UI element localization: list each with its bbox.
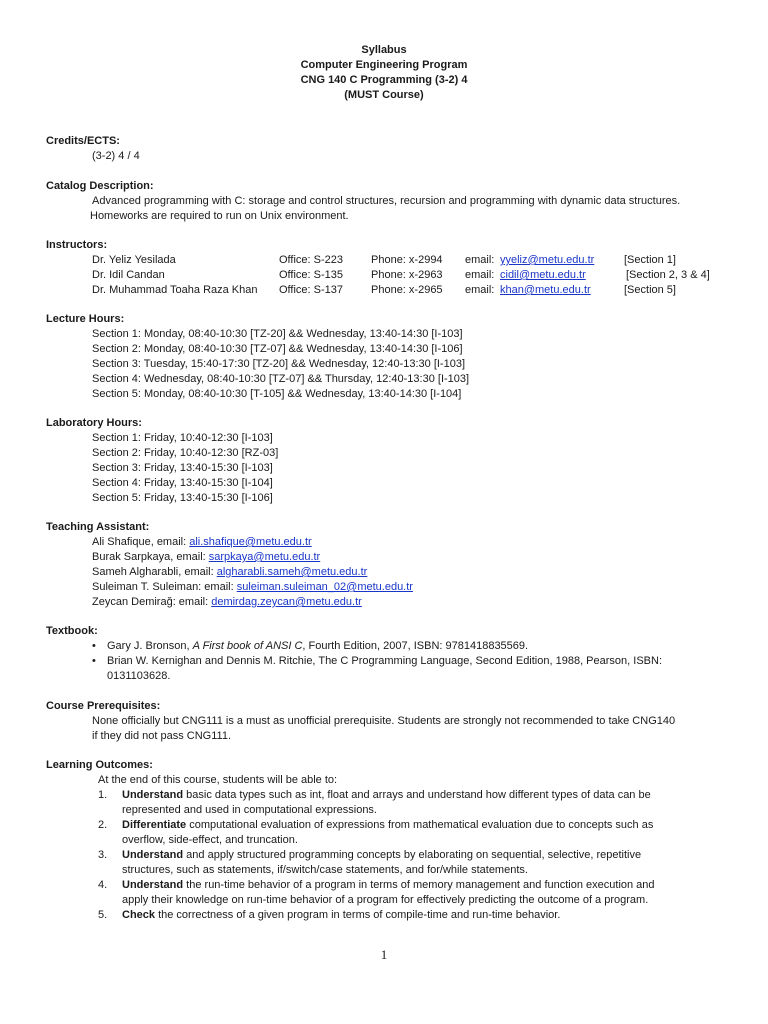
outcomes-intro: At the end of this course, students will be able to:: [98, 774, 338, 786]
outcome-item: [46, 878, 736, 908]
instructor-name: Dr. Yeliz Yesilada: [92, 254, 176, 266]
credits-value: (3-2) 4 / 4: [92, 150, 140, 162]
catalog-section: [46, 179, 736, 224]
instructor-phone: Phone: x-2994: [371, 254, 443, 266]
outcome-item: [46, 818, 736, 848]
instructor-email-label: email:: [465, 254, 495, 266]
instructor-office: Office: S-223: [279, 254, 343, 266]
page-number: 1: [380, 947, 388, 962]
title-must: (MUST Course): [344, 89, 424, 101]
instructor-email-link[interactable]: cidil@metu.edu.tr: [500, 269, 586, 281]
outcome-text: and apply structured programming concepts by elaborating on sequential, selective, repetitive: [183, 849, 642, 861]
lecture-item: Section 5: Monday, 08:40-10:30 [T-105] && Wednesday, 13:40-14:30 [I-104]: [92, 388, 462, 400]
ta-email-link[interactable]: algharabli.sameh@metu.edu.tr: [216, 566, 368, 578]
instructor-section: [Section 2, 3 & 4]: [626, 269, 710, 281]
outcome-text: apply their knowledge on run-time behavior of a program for effectively predicting the outcome of a program.: [122, 894, 649, 906]
ta-email-link[interactable]: suleiman.suleiman_02@metu.edu.tr: [236, 581, 413, 593]
credits-heading: Credits/ECTS:: [46, 135, 120, 147]
ta-email-link[interactable]: sarpkaya@metu.edu.tr: [208, 551, 321, 563]
instructors-heading: Instructors:: [46, 239, 108, 251]
outcome-keyword: Understand: [122, 849, 184, 861]
outcome-keyword: Understand: [122, 789, 184, 801]
lab-heading: Laboratory Hours:: [46, 417, 142, 429]
lecture-item: Section 4: Wednesday, 08:40-10:30 [TZ-07] && Thursday, 12:40-13:30 [I-103]: [92, 373, 470, 385]
title-program: Computer Engineering Program: [300, 59, 468, 71]
instructor-email-label: email:: [465, 269, 495, 281]
prereq-section: [46, 699, 736, 744]
instructor-phone: Phone: x-2965: [371, 284, 443, 296]
outcome-text: structures, such as statements, if/switch/case statements, and for/while statements.: [122, 864, 528, 876]
outcome-text: computational evaluation of expressions from mathematical evaluation due to concepts such as: [186, 819, 654, 831]
lecture-item: Section 1: Monday, 08:40-10:30 [TZ-20] && Wednesday, 13:40-14:30 [I-103]: [92, 328, 463, 340]
instructor-name: Dr. Muhammad Toaha Raza Khan: [92, 284, 258, 296]
lecture-item: Section 3: Tuesday, 15:40-17:30 [TZ-20] && Wednesday, 12:40-13:30 [I-103]: [92, 358, 466, 370]
bullet-icon: •: [92, 655, 96, 667]
outcome-keyword: Check: [122, 909, 156, 921]
outcome-text: the correctness of a given program in terms of compile-time and run-time behavior.: [155, 909, 561, 921]
outcome-text: overflow, side-effect, and truncation.: [122, 834, 298, 846]
title-syllabus: Syllabus: [361, 44, 407, 56]
book-author: Gary J. Bronson,: [107, 640, 193, 652]
textbook-item: [46, 654, 736, 684]
bullet-icon: •: [92, 640, 96, 652]
outcome-text: the run-time behavior of a program in terms of memory management and function execution and: [183, 879, 655, 891]
instructor-name: Dr. Idil Candan: [92, 269, 165, 281]
instructor-row: [46, 253, 736, 268]
ta-email-link[interactable]: demirdag.zeycan@metu.edu.tr: [211, 596, 362, 608]
credits-section: [46, 134, 736, 164]
outcome-number: 3.: [98, 849, 108, 861]
book-line: Brian W. Kernighan and Dennis M. Ritchie, The C Programming Language, Second Edition, 1988, Pearson, ISBN:: [107, 655, 662, 667]
prereq-line: None officially but CNG111 is a must as unofficial prerequisite. Students are strongly not recommended to take CNG140: [92, 715, 676, 727]
outcome-item: [46, 788, 736, 818]
ta-item: [46, 565, 736, 580]
lab-item: Section 4: Friday, 13:40-15:30 [I-104]: [92, 477, 273, 489]
ta-name: Ali Shafique, email:: [92, 536, 190, 548]
instructor-email-label: email:: [465, 284, 495, 296]
outcomes-section: [46, 758, 736, 923]
textbook-section: [46, 624, 736, 684]
outcome-number: 2.: [98, 819, 108, 831]
instructor-row: [46, 283, 736, 298]
lecture-heading: Lecture Hours:: [46, 313, 125, 325]
lab-item: Section 5: Friday, 13:40-15:30 [I-106]: [92, 492, 273, 504]
lab-item: Section 3: Friday, 13:40-15:30 [I-103]: [92, 462, 273, 474]
textbook-item: [46, 639, 736, 654]
instructor-email-link[interactable]: yyeliz@metu.edu.tr: [500, 254, 595, 266]
instructor-section: [Section 1]: [624, 254, 676, 266]
title-course: CNG 140 C Programming (3-2) 4: [300, 74, 468, 86]
catalog-line-2: Homeworks are required to run on Unix environment.: [90, 210, 349, 222]
outcome-item: [46, 848, 736, 878]
book-details: , Fourth Edition, 2007, ISBN: 9781418835569.: [302, 640, 529, 652]
ta-heading: Teaching Assistant:: [46, 521, 150, 533]
instructor-phone: Phone: x-2963: [371, 269, 443, 281]
lecture-section: [46, 312, 736, 402]
instructor-email-link[interactable]: khan@metu.edu.tr: [500, 284, 591, 296]
outcome-item: [46, 908, 736, 923]
ta-email-link[interactable]: ali.shafique@metu.edu.tr: [189, 536, 312, 548]
outcome-number: 5.: [98, 909, 108, 921]
ta-section: [46, 520, 736, 610]
outcome-text: represented and used in computational expressions.: [122, 804, 377, 816]
outcomes-heading: Learning Outcomes:: [46, 759, 153, 771]
catalog-heading: Catalog Description:: [46, 180, 154, 192]
instructor-row: [46, 268, 736, 283]
ta-name: Sameh Algharabli, email:: [92, 566, 217, 578]
outcome-text: basic data types such as int, float and arrays and understand how different types of data can be: [183, 789, 651, 801]
lecture-item: Section 2: Monday, 08:40-10:30 [TZ-07] && Wednesday, 13:40-14:30 [I-106]: [92, 343, 463, 355]
ta-item: [46, 535, 736, 550]
outcome-keyword: Differentiate: [122, 819, 187, 831]
book-line: 0131103628.: [107, 670, 171, 682]
ta-item: [46, 550, 736, 565]
ta-item: [46, 595, 736, 610]
book-title: A First book of ANSI C: [192, 640, 303, 652]
instructors-section: [46, 238, 736, 298]
catalog-line-1: Advanced programming with C: storage and control structures, recursion and programming with dynamic data structures.: [92, 195, 681, 207]
prereq-heading: Course Prerequisites:: [46, 700, 161, 712]
instructor-section: [Section 5]: [624, 284, 676, 296]
outcome-number: 4.: [98, 879, 108, 891]
textbook-heading: Textbook:: [46, 625, 98, 637]
ta-name: Suleiman T. Suleiman: email:: [92, 581, 237, 593]
instructor-office: Office: S-137: [279, 284, 343, 296]
outcome-number: 1.: [98, 789, 108, 801]
outcome-keyword: Understand: [122, 879, 184, 891]
lab-item: Section 2: Friday, 10:40-12:30 [RZ-03]: [92, 447, 279, 459]
ta-name: Zeycan Demirağ: email:: [92, 596, 212, 608]
document-title: [0, 43, 768, 103]
ta-name: Burak Sarpkaya, email:: [92, 551, 209, 563]
lab-item: Section 1: Friday, 10:40-12:30 [I-103]: [92, 432, 273, 444]
prereq-line: if they did not pass CNG111.: [92, 730, 231, 742]
ta-item: [46, 580, 736, 595]
instructor-office: Office: S-135: [279, 269, 343, 281]
lab-section: [46, 416, 736, 506]
